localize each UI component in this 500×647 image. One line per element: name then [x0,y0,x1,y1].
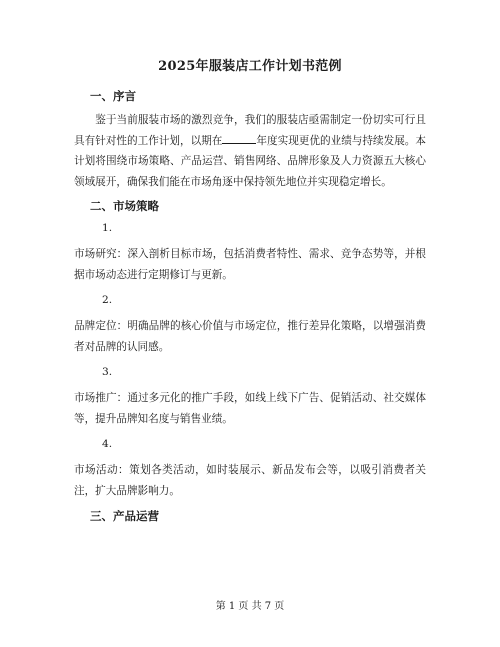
document-title: 2025年服装店工作计划书范例 [158,59,342,74]
preface-text-end: 年度实现更优的业绩与持续发展。本计划将围绕市场策略、产品运营、销售网络、品牌形象及人力资源五大核心领域展开，确保我们能在市场角逐中保持领先地位并实现稳定增长。 [74,134,427,188]
section-heading-product-operation: 三、产品运营 [90,509,159,523]
item-number: 1. [102,222,113,234]
preface-text-start: 鉴于当前服装市场的激烈竞争，我们的服装店亟需制定一份切实可行且具有针对性的工作计划，以期在 [74,114,426,147]
page-footer: 第 1 页 共 7 页 [215,601,285,612]
item-number: 3. [102,366,113,378]
item-number: 4. [102,438,113,450]
brand-positioning-item: 品牌定位：明确品牌的核心价值与市场定位，推行差异化策略，以增强消费者对品牌的认同感。 [74,320,426,353]
fill-in-blank [222,133,256,144]
section-heading-preface: 一、序言 [90,89,136,103]
item-number: 2. [102,294,113,306]
market-research-item: 市场研究：深入剖析目标市场，包括消费者特性、需求、竞争态势等，并根据市场动态进行定期修订与更新。 [74,248,426,281]
section-heading-market-strategy: 二、市场策略 [90,199,159,213]
preface-paragraph [74,110,426,192]
market-activities-item: 市场活动：策划各类活动，如时装展示、新品发布会等，以吸引消费者关注，扩大品牌影响力。 [74,464,426,497]
market-promotion-item: 市场推广：通过多元化的推广手段，如线上线下广告、促销活动、社交媒体等，提升品牌知名度与销售业绩。 [74,392,426,425]
